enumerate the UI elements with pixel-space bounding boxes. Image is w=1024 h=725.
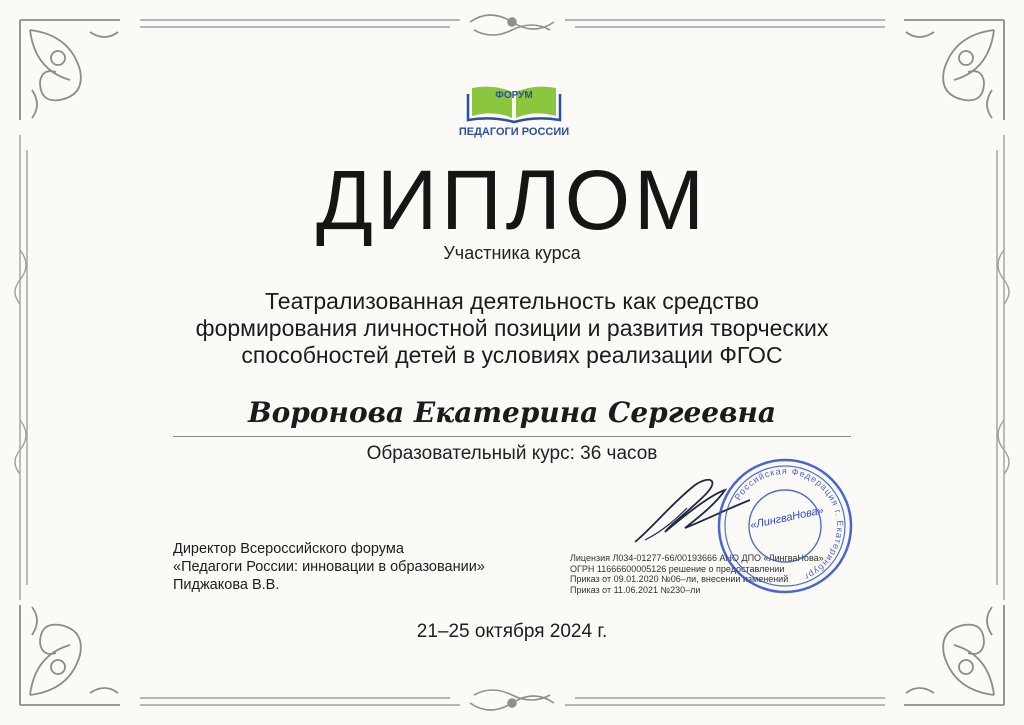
course-title-line: формирования личностной позиции и развития творческих bbox=[195, 315, 829, 341]
forum-name: «Педагоги России: инновации в образовании» bbox=[173, 559, 485, 575]
official-stamp bbox=[714, 455, 856, 597]
course-title-line: способностей детей в условиях реализации ФГОС bbox=[241, 342, 783, 368]
logo-text-forum: ФОРУМ bbox=[495, 90, 533, 101]
director-name: Пиджакова В.В. bbox=[173, 577, 280, 593]
director-title: Директор Всероссийского форума bbox=[173, 541, 404, 557]
license-line: ОГРН 11666600005126 решение о предоставлении bbox=[570, 563, 785, 574]
course-hours: Образовательный курс: 36 часов bbox=[366, 443, 658, 464]
course-dates: 21–25 октября 2024 г. bbox=[416, 621, 608, 642]
stamp-label: «ЛингваНова» bbox=[749, 504, 825, 532]
course-title bbox=[0, 288, 1024, 369]
course-title-line: Театрализованная деятельность как средство bbox=[265, 288, 759, 314]
diploma-title: ДИПЛОМ bbox=[315, 153, 709, 247]
open-book-icon bbox=[466, 80, 562, 124]
stamp-outer-text: Российская Федерация г. Екатеринбург bbox=[732, 465, 846, 583]
recipient-name: Воронова Екатерина Сергеевна bbox=[247, 396, 777, 429]
logo-text-pedagogi: ПЕДАГОГИ РОССИИ bbox=[458, 126, 570, 138]
name-underline bbox=[173, 436, 851, 437]
license-line: Лицензия Л034-01277-66/00193666 АНО ДПО «ЛингваНова» bbox=[570, 553, 824, 563]
director-block bbox=[173, 540, 485, 594]
diploma-subtitle: Участника курса bbox=[443, 243, 581, 263]
license-line: Приказ от 09.01.2020 №06–ли, внесении изменений bbox=[570, 574, 789, 584]
license-line: Приказ от 11.06.2021 №230–ли bbox=[570, 584, 701, 595]
forum-logo bbox=[458, 80, 570, 144]
